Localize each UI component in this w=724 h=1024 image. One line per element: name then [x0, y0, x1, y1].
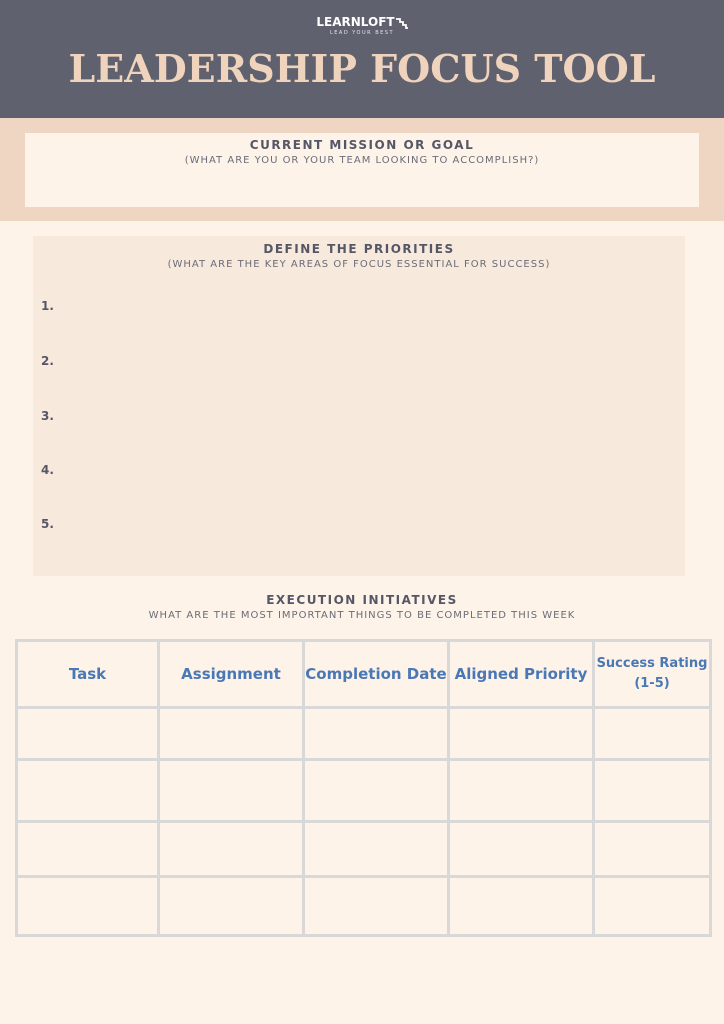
mission-section[interactable]: [25, 133, 699, 207]
priorities-section[interactable]: [33, 236, 685, 576]
priorities-heading: DEFINE THE PRIORITIES: [263, 242, 455, 256]
table-cell[interactable]: [594, 877, 711, 936]
mission-subheading: (WHAT ARE YOU OR YOUR TEAM LOOKING TO ACCOMPLISH?): [184, 155, 540, 166]
brand-name: LEARNLOFT: [316, 15, 395, 29]
table-header-row: [17, 641, 711, 708]
table-cell[interactable]: [594, 822, 711, 877]
table-cell[interactable]: [449, 708, 594, 760]
column-header-task: Task: [17, 641, 159, 708]
table-cell[interactable]: [159, 822, 304, 877]
table-cell[interactable]: [304, 708, 449, 760]
priority-item-2[interactable]: 2.: [41, 354, 54, 368]
table-cell[interactable]: [594, 708, 711, 760]
table-row: [17, 760, 711, 822]
execution-table: [15, 639, 712, 937]
table-cell[interactable]: [449, 877, 594, 936]
table-row: [17, 708, 711, 760]
priority-item-4[interactable]: 4.: [41, 463, 54, 477]
table-cell[interactable]: [159, 708, 304, 760]
column-header-success-rating: Success Rating (1-5): [594, 641, 711, 708]
steps-icon: [396, 18, 408, 29]
table-cell[interactable]: [449, 822, 594, 877]
table-cell[interactable]: [304, 760, 449, 822]
table-cell[interactable]: [304, 877, 449, 936]
mission-heading: CURRENT MISSION OR GOAL: [249, 138, 475, 152]
priority-item-1[interactable]: 1.: [41, 299, 54, 313]
priorities-subheading: (WHAT ARE THE KEY AREAS OF FOCUS ESSENTIAL FOR SUCCESS): [167, 259, 551, 270]
table-cell[interactable]: [17, 708, 159, 760]
execution-subheading: WHAT ARE THE MOST IMPORTANT THINGS TO BE COMPLETED THIS WEEK: [148, 610, 576, 621]
column-header-aligned-priority: Aligned Priority: [449, 641, 594, 708]
priority-item-5[interactable]: 5.: [41, 517, 54, 531]
page-title: LEADERSHIP FOCUS TOOL: [68, 46, 656, 91]
table-cell[interactable]: [17, 877, 159, 936]
column-header-assignment: Assignment: [159, 641, 304, 708]
table-cell[interactable]: [449, 760, 594, 822]
brand-tagline: LEAD YOUR BEST: [329, 30, 395, 36]
execution-heading: EXECUTION INITIATIVES: [266, 593, 458, 607]
priority-item-3[interactable]: 3.: [41, 409, 54, 423]
table-cell[interactable]: [304, 822, 449, 877]
table-cell[interactable]: [17, 822, 159, 877]
table-cell[interactable]: [159, 760, 304, 822]
table-row: [17, 877, 711, 936]
header-banner: [0, 0, 724, 118]
column-header-completion-date: Completion Date: [304, 641, 449, 708]
table-cell[interactable]: [159, 877, 304, 936]
table-cell[interactable]: [594, 760, 711, 822]
brand-logo: [0, 11, 724, 36]
table-cell[interactable]: [17, 760, 159, 822]
table-row: [17, 822, 711, 877]
